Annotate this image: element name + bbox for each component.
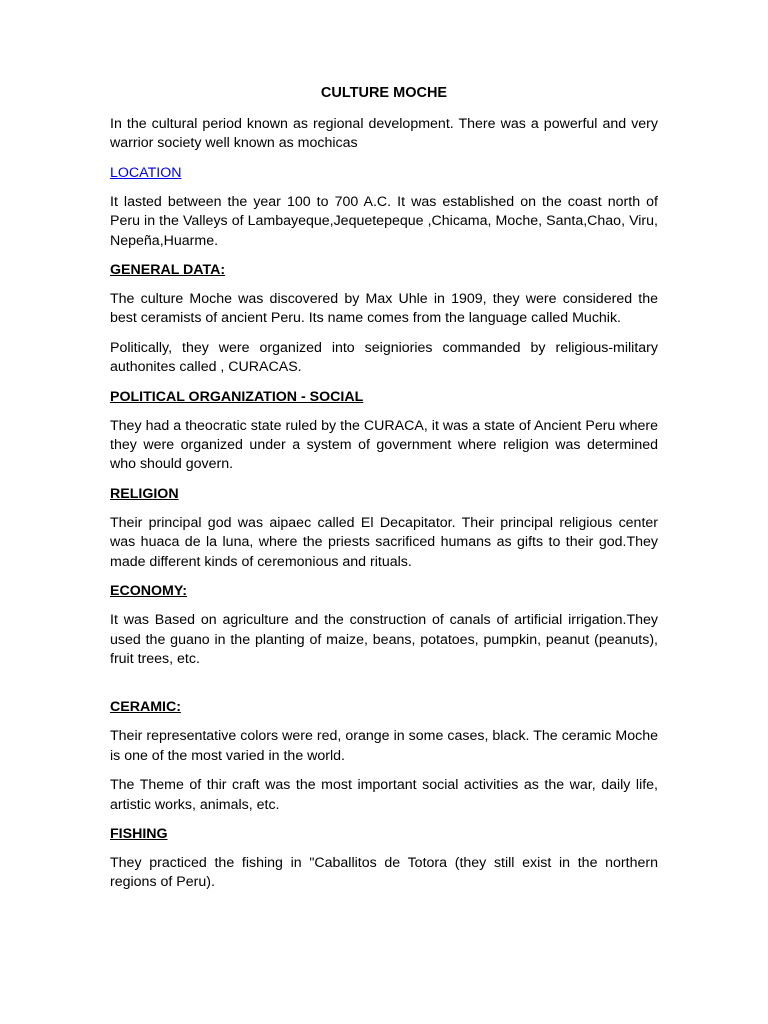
ceramic-paragraph-2: The Theme of thir craft was the most important social activities as the war, daily life, artistic works, animals, etc. <box>110 777 658 813</box>
section-heading-economy: ECONOMY: <box>110 583 187 600</box>
fishing-paragraph: They practiced the fishing in "Caballitos de Totora (they still exist in the northern regions of Peru). <box>110 854 658 891</box>
location-paragraph: It lasted between the year 100 to 700 A.C. It was established on the coast north of Peru in the Valleys of Lambayeque,Jequetepeque ,Chicama, Moche, Santa,Chao, Viru, Nepeña,Huarme. <box>110 193 658 249</box>
section-heading-political-organization: POLITICAL ORGANIZATION - SOCIAL <box>110 388 364 405</box>
intro-paragraph: In the cultural period known as regional development. There was a powerful and very warrior society well known as mochicas <box>110 116 658 152</box>
section-heading-general-data: GENERAL DATA: <box>110 262 226 279</box>
religion-paragraph: Their principal god was aipaec called El Decapitator. Their principal religious center was huaca de la luna, where the priests sacrificed humans as gifts to their god.They made different kinds of ceremonious and rituals. <box>110 514 658 570</box>
blank-line <box>110 679 658 698</box>
political-organization-paragraph: They had a theocratic state ruled by the CURACA, it was a state of Ancient Peru where they were organized under a system of government where religion was determined who should govern. <box>110 417 658 473</box>
general-data-paragraph-2: Politically, they were organized into seigniories commanded by religious-military authonites called , CURACAS. <box>110 339 658 376</box>
section-heading-religion: RELIGION <box>110 485 179 502</box>
section-heading-ceramic: CERAMIC: <box>110 699 181 716</box>
section-heading-fishing: FISHING <box>110 825 168 842</box>
general-data-paragraph-1: The culture Moche was discovered by Max Uhle in 1909, they were considered the best ceramists of ancient Peru. Its name comes from the language called Muchik. <box>110 291 658 327</box>
ceramic-paragraph-1: Their representative colors were red, orange in some cases, black. The ceramic Moche is one of the most varied in the world. <box>110 728 658 764</box>
section-heading-location[interactable]: LOCATION <box>110 164 182 181</box>
document-title: CULTURE MOCHE <box>320 85 448 101</box>
economy-paragraph: It was Based on agriculture and the construction of canals of artificial irrigation.They used the guano in the planting of maize, beans, potatoes, pumpkin, peanut (peanuts), fruit trees, etc. <box>110 612 658 667</box>
document-page <box>110 84 658 903</box>
